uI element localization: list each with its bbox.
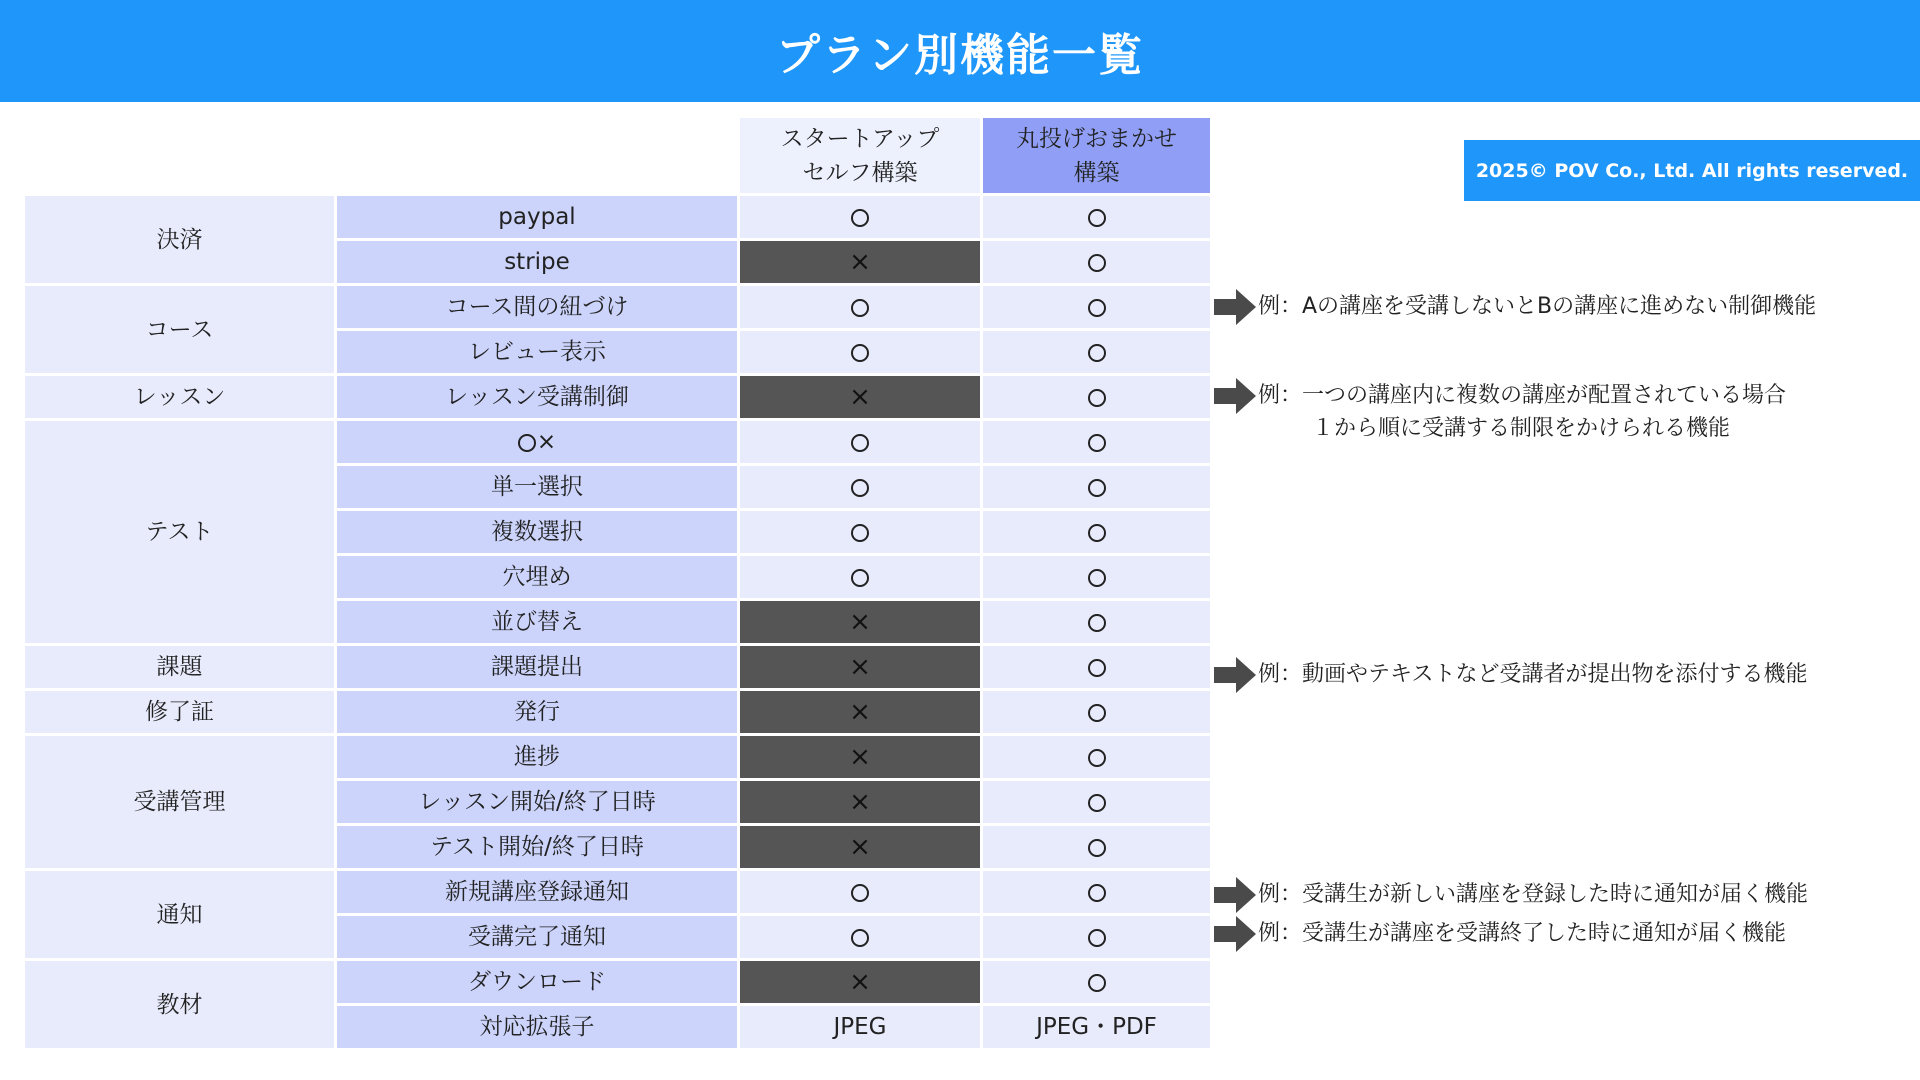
circle-mark bbox=[1088, 749, 1106, 767]
circle-mark bbox=[1088, 569, 1106, 587]
note-text: 例：受講生が新しい講座を登録した時に通知が届く機能 bbox=[1258, 882, 1809, 907]
feature-cell bbox=[337, 421, 737, 463]
startup-unavailable-cell bbox=[740, 646, 980, 688]
category-cell: 課題 bbox=[25, 646, 334, 688]
table-header-row bbox=[25, 118, 1210, 193]
startup-unavailable-cell bbox=[740, 601, 980, 643]
feature-cell: 課題提出 bbox=[337, 646, 737, 688]
full-available-cell bbox=[983, 511, 1210, 553]
note-text-line2: １から順に受講する制限をかけられる機能 bbox=[1312, 416, 1731, 441]
startup-available-cell bbox=[740, 331, 980, 373]
arrow-right-icon bbox=[1214, 916, 1256, 952]
cross-mark: × bbox=[849, 696, 871, 727]
circle-mark bbox=[1088, 929, 1106, 947]
startup-unavailable-cell bbox=[740, 826, 980, 868]
circle-mark bbox=[851, 209, 869, 227]
circle-mark bbox=[1088, 884, 1106, 902]
note-annotation bbox=[1214, 657, 1808, 693]
circle-mark bbox=[1088, 344, 1106, 362]
startup-available-cell bbox=[740, 466, 980, 508]
circle-mark bbox=[1088, 974, 1106, 992]
startup-unavailable-cell bbox=[740, 961, 980, 1003]
category-cell: 通知 bbox=[25, 871, 334, 958]
startup-unavailable-cell bbox=[740, 781, 980, 823]
note-text: 例：一つの講座内に複数の講座が配置されている場合 bbox=[1258, 383, 1787, 408]
full-available-cell bbox=[983, 691, 1210, 733]
table-row bbox=[25, 646, 1210, 688]
table-row bbox=[25, 196, 1210, 238]
cross-mark: × bbox=[849, 741, 871, 772]
circle-mark bbox=[1088, 614, 1106, 632]
feature-cell: 対応拡張子 bbox=[337, 1006, 737, 1048]
category-cell: 教材 bbox=[25, 961, 334, 1048]
feature-cell: テスト開始/終了日時 bbox=[337, 826, 737, 868]
startup-unavailable-cell bbox=[740, 691, 980, 733]
circle-mark bbox=[1088, 794, 1106, 812]
table-row bbox=[25, 691, 1210, 733]
circle-mark bbox=[1088, 254, 1106, 272]
plan-header-startup: スタートアップ セルフ構築 bbox=[740, 118, 980, 193]
feature-cell: 新規講座登録通知 bbox=[337, 871, 737, 913]
note-annotation bbox=[1214, 877, 1808, 913]
table-row bbox=[25, 286, 1210, 328]
startup-available-cell bbox=[740, 871, 980, 913]
arrow-right-icon bbox=[1214, 877, 1256, 913]
cross-mark: × bbox=[849, 246, 871, 277]
full-available-cell bbox=[983, 556, 1210, 598]
feature-cell: 単一選択 bbox=[337, 466, 737, 508]
cross-mark: × bbox=[849, 651, 871, 682]
circle-mark bbox=[1088, 389, 1106, 407]
circle-mark bbox=[851, 569, 869, 587]
feature-cell: レビュー表示 bbox=[337, 331, 737, 373]
feature-cell: 複数選択 bbox=[337, 511, 737, 553]
cross-mark: × bbox=[849, 606, 871, 637]
circle-mark bbox=[851, 929, 869, 947]
table-row bbox=[25, 376, 1210, 418]
feature-cell: レッスン受講制御 bbox=[337, 376, 737, 418]
circle-mark bbox=[1088, 659, 1106, 677]
cross-mark: × bbox=[849, 381, 871, 412]
startup-available-cell bbox=[740, 916, 980, 958]
full-available-cell bbox=[983, 601, 1210, 643]
page-header bbox=[0, 0, 1920, 102]
note-text: 例：Aの講座を受講しないとBの講座に進めない制御機能 bbox=[1258, 294, 1817, 319]
circle-mark bbox=[518, 434, 536, 452]
note-text: 例：動画やテキストなど受講者が提出物を添付する機能 bbox=[1258, 662, 1808, 687]
full-available-cell bbox=[983, 781, 1210, 823]
circle-mark bbox=[1088, 524, 1106, 542]
category-cell: テスト bbox=[25, 421, 334, 643]
feature-cell: paypal bbox=[337, 196, 737, 238]
circle-mark bbox=[851, 299, 869, 317]
circle-mark bbox=[851, 479, 869, 497]
full-available-cell bbox=[983, 826, 1210, 868]
cross-mark: × bbox=[849, 831, 871, 862]
note-annotation bbox=[1214, 916, 1786, 952]
feature-cell: 受講完了通知 bbox=[337, 916, 737, 958]
feature-cell: 穴埋め bbox=[337, 556, 737, 598]
cross-mark: × bbox=[849, 786, 871, 817]
full-available-cell bbox=[983, 196, 1210, 238]
full-available-cell bbox=[983, 241, 1210, 283]
category-cell: 修了証 bbox=[25, 691, 334, 733]
feature-cell: レッスン開始/終了日時 bbox=[337, 781, 737, 823]
table-row bbox=[25, 736, 1210, 778]
plan-header-full: 丸投げおまかせ 構築 bbox=[983, 118, 1210, 193]
arrow-right-icon bbox=[1214, 289, 1256, 325]
header-blank bbox=[25, 118, 737, 193]
full-available-cell bbox=[983, 466, 1210, 508]
circle-mark bbox=[1088, 209, 1106, 227]
full-available-cell bbox=[983, 331, 1210, 373]
startup-unavailable-cell bbox=[740, 376, 980, 418]
startup-unavailable-cell bbox=[740, 736, 980, 778]
circle-mark bbox=[851, 884, 869, 902]
table-row bbox=[25, 871, 1210, 913]
startup-available-cell bbox=[740, 556, 980, 598]
circle-mark bbox=[851, 344, 869, 362]
category-cell: 受講管理 bbox=[25, 736, 334, 868]
category-cell: コース bbox=[25, 286, 334, 373]
full-available-cell bbox=[983, 646, 1210, 688]
note-annotation bbox=[1214, 289, 1816, 325]
table-row bbox=[25, 961, 1210, 1003]
startup-value-cell: JPEG bbox=[740, 1006, 980, 1048]
full-available-cell bbox=[983, 736, 1210, 778]
startup-available-cell bbox=[740, 286, 980, 328]
circle-mark bbox=[1088, 434, 1106, 452]
full-available-cell bbox=[983, 961, 1210, 1003]
arrow-right-icon bbox=[1214, 657, 1256, 693]
circle-mark bbox=[851, 524, 869, 542]
startup-available-cell bbox=[740, 421, 980, 463]
full-available-cell bbox=[983, 286, 1210, 328]
cross-mark: × bbox=[536, 429, 557, 455]
full-available-cell bbox=[983, 376, 1210, 418]
feature-cell: 進捗 bbox=[337, 736, 737, 778]
circle-mark bbox=[1088, 299, 1106, 317]
feature-cell: コース間の紐づけ bbox=[337, 286, 737, 328]
feature-cell: ダウンロード bbox=[337, 961, 737, 1003]
circle-mark bbox=[851, 434, 869, 452]
feature-cell: 並び替え bbox=[337, 601, 737, 643]
startup-available-cell bbox=[740, 196, 980, 238]
note-text: 例：受講生が講座を受講終了した時に通知が届く機能 bbox=[1258, 921, 1787, 946]
startup-available-cell bbox=[740, 511, 980, 553]
full-available-cell bbox=[983, 421, 1210, 463]
page-title: プラン別機能一覧 bbox=[776, 30, 1144, 81]
category-cell: レッスン bbox=[25, 376, 334, 418]
full-available-cell bbox=[983, 916, 1210, 958]
feature-cell: 発行 bbox=[337, 691, 737, 733]
circle-mark bbox=[1088, 479, 1106, 497]
copyright-badge: 2025© POV Co., Ltd. All rights reserved. bbox=[1464, 140, 1920, 201]
full-available-cell bbox=[983, 871, 1210, 913]
circle-mark bbox=[1088, 839, 1106, 857]
note-annotation bbox=[1214, 378, 1786, 445]
startup-unavailable-cell bbox=[740, 241, 980, 283]
table-row bbox=[25, 421, 1210, 463]
cross-mark: × bbox=[849, 966, 871, 997]
circle-mark bbox=[1088, 704, 1106, 722]
feature-table bbox=[22, 115, 1213, 1051]
full-value-cell: JPEG・PDF bbox=[983, 1006, 1210, 1048]
feature-cell: stripe bbox=[337, 241, 737, 283]
arrow-right-icon bbox=[1214, 378, 1256, 414]
category-cell: 決済 bbox=[25, 196, 334, 283]
